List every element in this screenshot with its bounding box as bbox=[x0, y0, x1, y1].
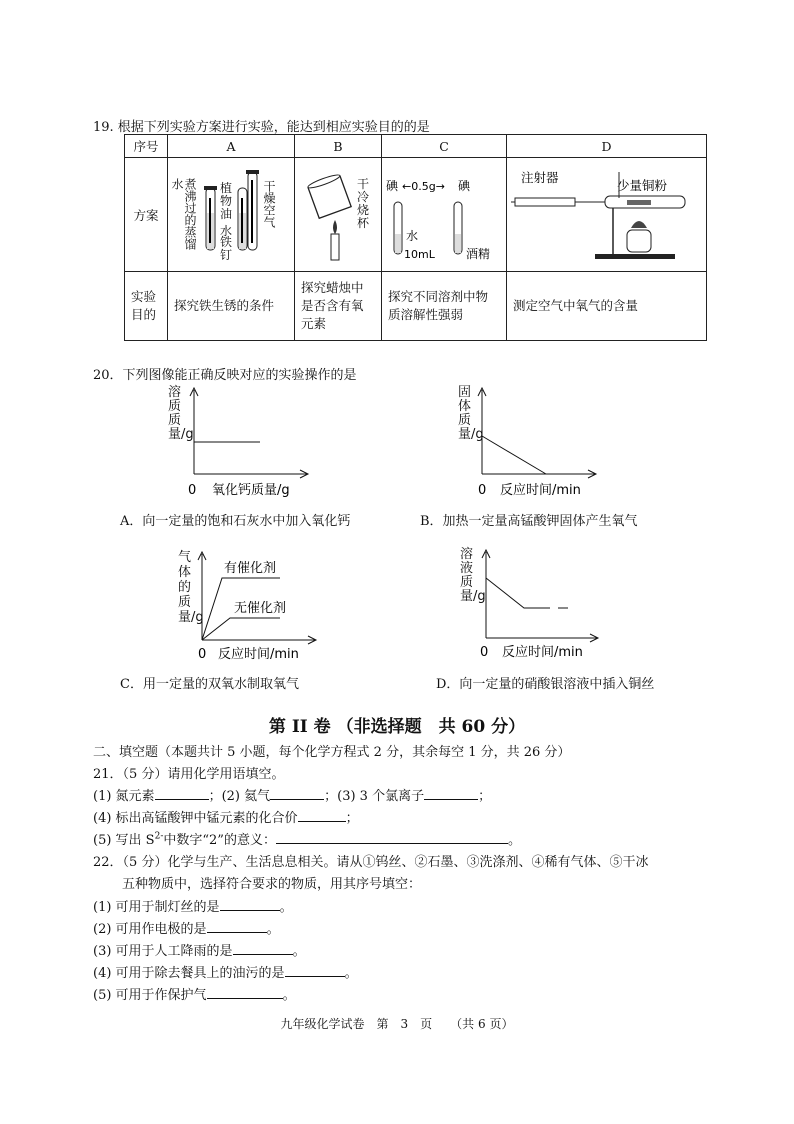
beaker-rim bbox=[307, 173, 341, 190]
page-footer: 九年级化学试卷 第 3 页 （共 6 页） bbox=[280, 1017, 514, 1031]
label-iodine-2: 碘 bbox=[458, 179, 471, 193]
label-alcohol: 酒精 bbox=[466, 247, 491, 261]
graph-c-xlabel: 反应时间/min bbox=[218, 647, 299, 662]
answer-blank-3[interactable] bbox=[424, 787, 478, 800]
label-iron: 铁钉 bbox=[220, 235, 233, 262]
q21-line2: (4) 标出高锰酸钾中锰元素的化合价 ； bbox=[93, 811, 359, 826]
answer-blank-1[interactable] bbox=[155, 787, 209, 800]
burner-flame bbox=[631, 221, 647, 228]
purpose-a: 探究铁生锈的条件 bbox=[168, 272, 295, 341]
stopper-1 bbox=[204, 186, 217, 190]
graph-c-caption: C．用一定量的双氧水制取氧气 bbox=[120, 677, 299, 692]
part2-title: 第 II 卷 （非选择题 共 60 分） bbox=[268, 717, 526, 737]
label-boiled-water: 煮沸过的蒸馏水 bbox=[170, 178, 197, 250]
q19-table bbox=[124, 134, 707, 341]
q22-blank-4[interactable] bbox=[285, 964, 345, 977]
flame bbox=[333, 220, 337, 234]
scheme-d-cell bbox=[507, 158, 707, 272]
header-c: C bbox=[382, 135, 507, 158]
graph-b bbox=[456, 382, 606, 500]
graph-d-line bbox=[486, 578, 550, 608]
candle bbox=[331, 234, 339, 260]
label-water: 水 bbox=[220, 224, 233, 238]
q21-line3: (5) 写出 $S^{2-}$中数字“2”的意义： 。 bbox=[93, 831, 521, 848]
q21-line1: (1) 氮元素 ；(2) 氦气 ；(3) 3 个氯离子 ； bbox=[93, 789, 492, 804]
oxygen-measure-figure bbox=[507, 158, 706, 268]
graph-c-line2-label: 无催化剂 bbox=[234, 601, 287, 616]
header-index: 序号 bbox=[125, 135, 168, 158]
stopper-3 bbox=[246, 170, 259, 174]
graph-c-origin: 0 bbox=[198, 647, 207, 662]
label-iodine-1: 碘 bbox=[386, 179, 399, 193]
graph-b-origin: 0 bbox=[478, 483, 487, 498]
graph-d-xlabel: 反应时间/min bbox=[502, 645, 583, 660]
graph-a-xlabel: 氧化钙质量/g bbox=[212, 483, 290, 498]
q22-item-4: (4) 可用于除去餐具上的油污的是 。 bbox=[93, 966, 358, 981]
q19-stem: 19. 根据下列实验方案进行实验，能达到相应实验目的的是 bbox=[93, 120, 430, 135]
stand-base bbox=[595, 254, 675, 259]
q22-item-3: (3) 可用于人工降雨的是 。 bbox=[93, 944, 306, 959]
purpose-b: 探究蜡烛中是否含有氧元素 bbox=[295, 272, 382, 341]
purpose-c: 探究不同溶剂中物质溶解性强弱 bbox=[382, 272, 507, 341]
graph-c bbox=[176, 546, 326, 664]
section-heading: 二、填空题（本题共计 5 小题，每个化学方程式 2 分，其余每空 1 分，共 26 分） bbox=[93, 745, 571, 760]
label-mass: ←0.5g→ bbox=[402, 180, 445, 193]
scheme-a-cell bbox=[168, 158, 295, 272]
graph-c-ylabel: 气体的质量/g bbox=[178, 550, 204, 625]
label-dry-air: 干燥空气 bbox=[262, 180, 276, 228]
alcohol-lamp bbox=[627, 230, 651, 252]
q22-stem-2: 五种物质中，选择符合要求的物质，用其序号填空： bbox=[122, 877, 422, 892]
graph-d bbox=[458, 544, 608, 662]
solubility-figure bbox=[382, 158, 506, 268]
q22-blank-2[interactable] bbox=[207, 920, 267, 933]
graph-c-line-no-catalyst bbox=[202, 618, 280, 640]
header-a: A bbox=[168, 135, 295, 158]
graph-b-ylabel: 固体质量/g bbox=[458, 385, 484, 442]
header-b: B bbox=[295, 135, 382, 158]
label-cold-beaker: 干冷烧杯 bbox=[357, 177, 370, 230]
scheme-b-cell bbox=[295, 158, 382, 272]
graph-a bbox=[168, 382, 318, 500]
q22-item-2: (2) 可用作电极的是 。 bbox=[93, 922, 280, 937]
copper-powder bbox=[627, 200, 651, 205]
label-syringe: 注射器 bbox=[521, 170, 559, 185]
q22-item-5: (5) 可用于作保护气 。 bbox=[93, 988, 296, 1003]
q22-item-1: (1) 可用于制灯丝的是 。 bbox=[93, 900, 293, 915]
graph-d-ylabel: 溶液质量/g bbox=[460, 547, 486, 604]
graph-b-caption: B．加热一定量高锰酸钾固体产生氧气 bbox=[420, 514, 638, 529]
answer-blank-5[interactable] bbox=[276, 831, 508, 844]
q22-blank-1[interactable] bbox=[220, 898, 280, 911]
q20-stem: 20．下列图像能正确反映对应的实验操作的是 bbox=[93, 368, 357, 383]
header-d: D bbox=[507, 135, 707, 158]
graph-a-caption: A．向一定量的饱和石灰水中加入氧化钙 bbox=[120, 514, 351, 529]
graph-d-caption: D．向一定量的硝酸银溶液中插入铜丝 bbox=[436, 677, 655, 692]
syringe bbox=[515, 198, 575, 206]
graph-b-line bbox=[482, 436, 546, 474]
label-volume: 10mL bbox=[404, 248, 435, 261]
q22-blank-3[interactable] bbox=[233, 942, 293, 955]
q22-blank-5[interactable] bbox=[207, 986, 283, 999]
q21-stem: 21．（5 分）请用化学用语填空。 bbox=[93, 767, 285, 782]
label-water-c: 水 bbox=[406, 229, 419, 243]
answer-blank-4[interactable] bbox=[298, 809, 346, 822]
answer-blank-2[interactable] bbox=[270, 787, 324, 800]
rusting-apparatus-figure bbox=[168, 158, 294, 268]
purpose-d: 测定空气中氧气的含量 bbox=[507, 272, 707, 341]
row-scheme-label: 方案 bbox=[125, 158, 168, 272]
label-copper: 少量铜粉 bbox=[617, 178, 668, 193]
graph-c-line1-label: 有催化剂 bbox=[224, 561, 277, 576]
q22-stem-1: 22．（5 分）化学与生产、生活息息相关。请从①钨丝、②石墨、③洗涤剂、④稀有气体、⑤干冰 bbox=[93, 855, 649, 870]
graph-a-ylabel: 溶质质量/g bbox=[168, 385, 194, 442]
graph-d-origin: 0 bbox=[480, 645, 489, 660]
row-purpose-label: 实验目的 bbox=[125, 272, 168, 341]
graph-a-origin: 0 bbox=[188, 483, 197, 498]
label-oil: 植物油 bbox=[220, 181, 233, 221]
scheme-c-cell bbox=[382, 158, 507, 272]
candle-beaker-figure bbox=[295, 158, 381, 268]
graph-b-xlabel: 反应时间/min bbox=[500, 483, 581, 498]
